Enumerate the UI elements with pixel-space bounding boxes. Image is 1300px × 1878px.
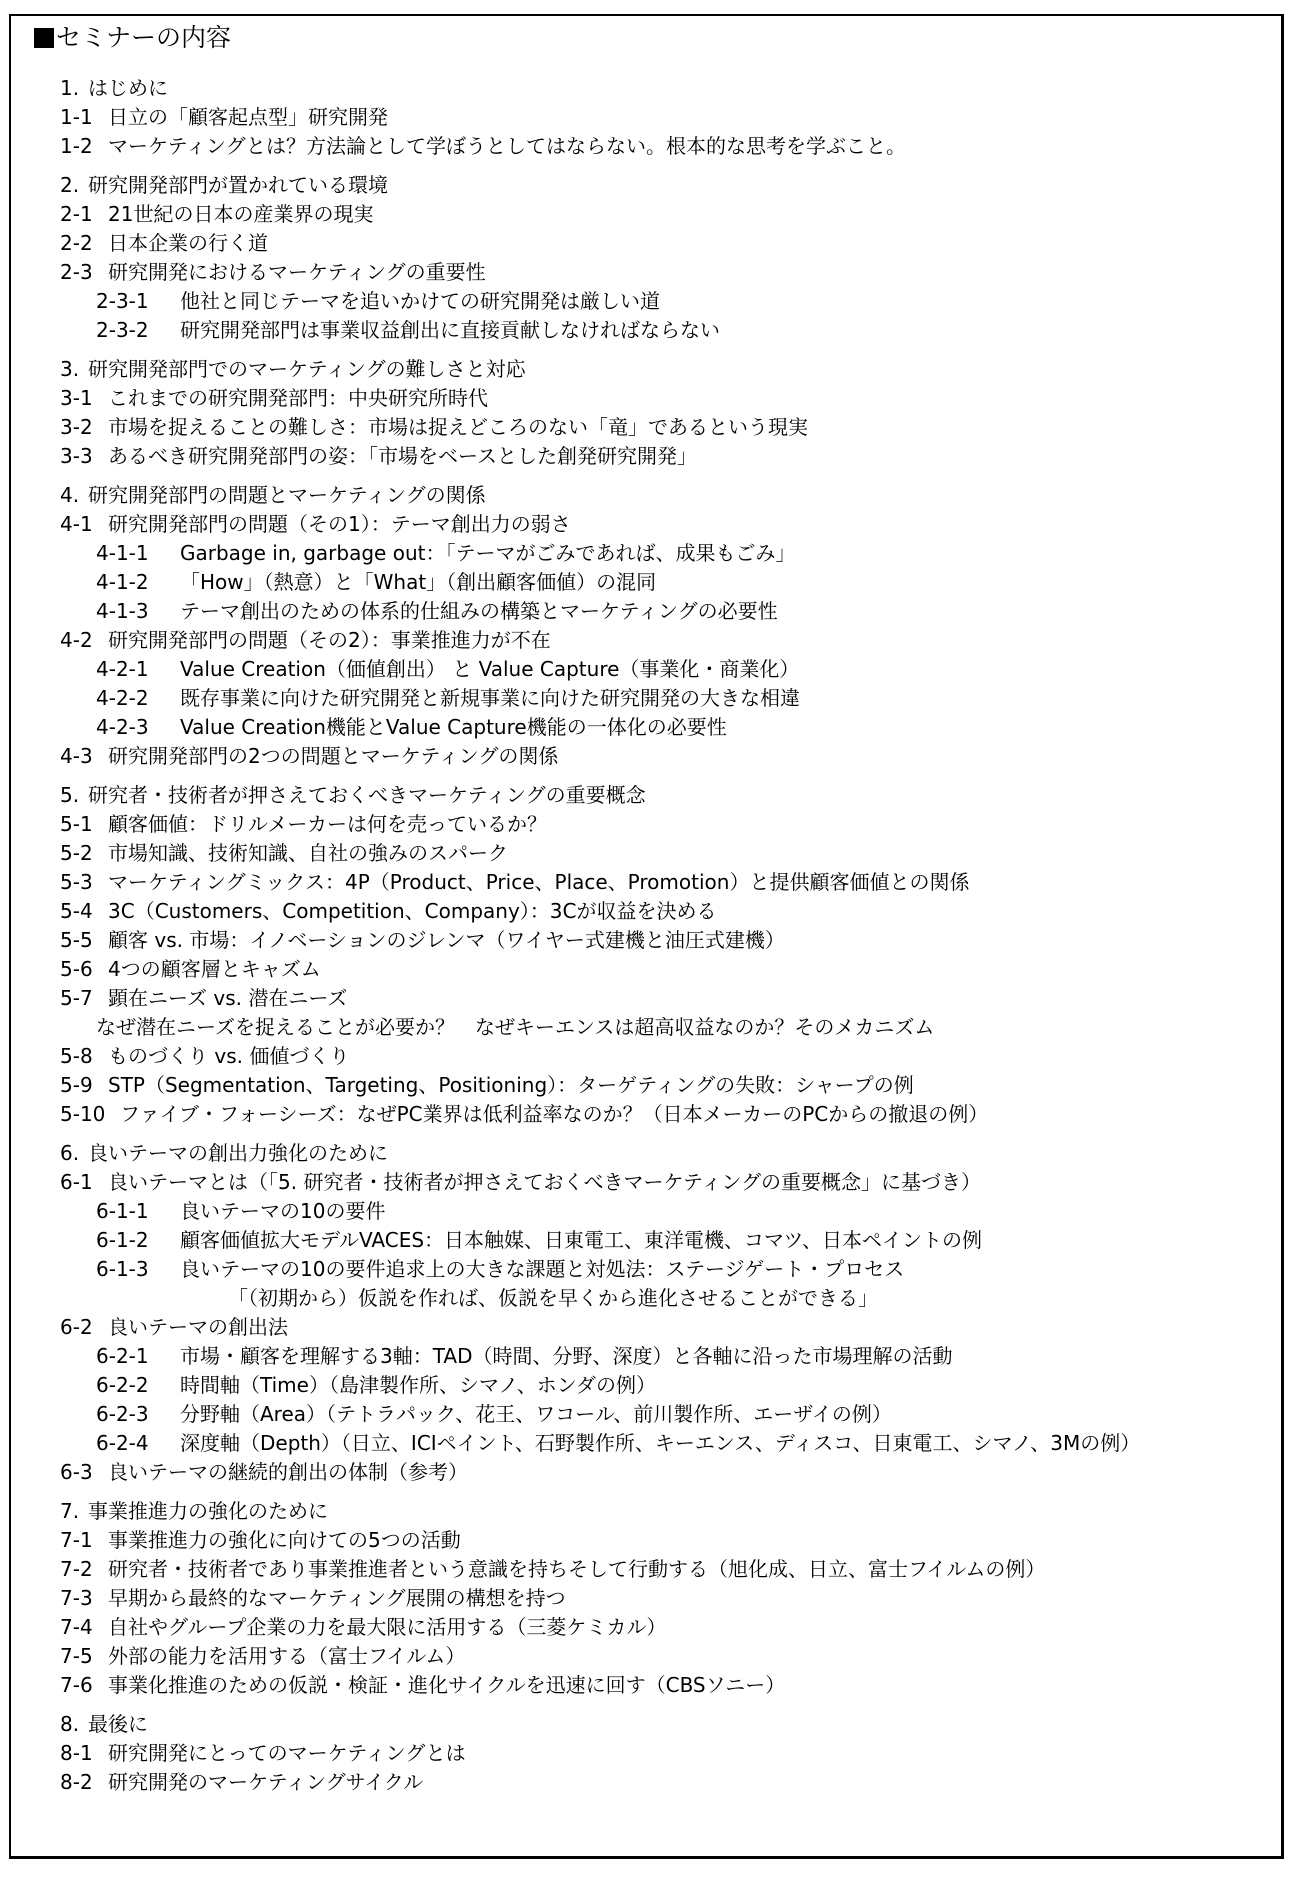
item-number: 5-4 [60,899,93,923]
item-number: 6-1 [60,1170,93,1194]
item-text: 良いテーマの10の要件追求上の大きな課題と対処法：ステージゲート・プロセス [180,1257,905,1281]
outline-item [60,597,1270,626]
item-number: 7-4 [60,1615,93,1639]
section-title: 最後に [88,1712,148,1736]
outline-item [60,1313,1270,1342]
item-number: 5-7 [60,986,93,1010]
section-heading [60,355,1270,384]
item-number: 3-1 [60,386,93,410]
item-number: 3-3 [60,444,93,468]
item-text: 事業化推進のための仮説・検証・進化サイクルを迅速に回す（CBSソニー） [108,1673,786,1697]
section-heading [60,1710,1270,1739]
outline-item [60,1168,1270,1197]
item-number: 6-1-3 [96,1257,149,1281]
item-number: 6-3 [60,1460,93,1484]
item-text: 研究開発におけるマーケティングの重要性 [108,260,486,284]
item-text: 「How」（熱意）と「What」（創出顧客価値）の混同 [180,570,657,594]
item-text: 研究開発のマーケティングサイクル [108,1770,424,1794]
item-text: あるべき研究開発部門の姿：「市場をベースとした創発研究開発」 [108,444,697,468]
outline-item [60,1555,1270,1584]
item-text: 自社やグループ企業の力を最大限に活用する（三菱ケミカル） [108,1615,667,1639]
item-number: 4-1-3 [96,599,149,623]
outline-item [60,1768,1270,1797]
item-number: 5-8 [60,1044,93,1068]
outline-item [60,413,1270,442]
item-text: なぜ潜在ニーズを捉えることが必要か？ なぜキーエンスは超高収益なのか？そのメカニズム [96,1015,935,1039]
outline-item [60,713,1270,742]
item-number: 4-3 [60,744,93,768]
item-text: ファイブ・フォーシーズ：なぜPC業界は低利益率なのか？（日本メーカーのPCからの撤退の例） [120,1102,989,1126]
item-text: 日立の「顧客起点型」研究開発 [108,105,388,129]
outline-section [60,1497,1270,1700]
item-text: 良いテーマの継続的創出の体制（参考） [108,1460,468,1484]
outline-item [60,1255,1270,1284]
outline-item-continuation [60,1284,1270,1313]
outline-item [60,442,1270,471]
item-text: 分野軸（Area）（テトラパック、花王、ワコール、前川製作所、エーザイの例） [180,1402,892,1426]
item-text: 市場・顧客を理解する3軸：TAD（時間、分野、深度）と各軸に沿った市場理解の活動 [180,1344,953,1368]
item-number: 8-2 [60,1770,93,1794]
item-number: 1-1 [60,105,93,129]
section-number: 8. [60,1712,80,1736]
item-text: 4つの顧客層とキャズム [108,957,321,981]
outline-item [60,810,1270,839]
outline-item [60,897,1270,926]
item-text: 21世紀の日本の産業界の現実 [108,202,374,226]
item-number: 4-1-2 [96,570,149,594]
outline-item [60,684,1270,713]
section-title: 研究者・技術者が押さえておくべきマーケティングの重要概念 [88,783,646,807]
outline-item [60,287,1270,316]
outline-item [60,1739,1270,1768]
section-number: 6. [60,1141,80,1165]
item-number: 2-1 [60,202,93,226]
section-heading [60,1497,1270,1526]
page-title [34,22,231,54]
outline-item [60,539,1270,568]
section-title: 研究開発部門が置かれている環境 [88,173,388,197]
item-number: 6-2-4 [96,1431,149,1455]
item-text: 良いテーマの10の要件 [180,1199,386,1223]
square-bullet-icon [34,28,54,48]
item-number: 7-3 [60,1586,93,1610]
item-text: 日本企業の行く道 [108,231,268,255]
item-number: 6-1-2 [96,1228,149,1252]
outline-item [60,200,1270,229]
item-number: 7-1 [60,1528,93,1552]
item-text: 深度軸（Depth）（日立、ICIペイント、石野製作所、キーエンス、ディスコ、日東電工、シマノ、3Mの例） [180,1431,1141,1455]
item-number: 6-2-2 [96,1373,149,1397]
item-number: 7-5 [60,1644,93,1668]
item-text: 研究開発にとってのマーケティングとは [108,1741,466,1765]
item-text: マーケティングミックス：4P（Product、Price、Place、Promotion）と提供顧客価値との関係 [108,870,970,894]
outline-item [60,1226,1270,1255]
outline-item [60,1671,1270,1700]
outline-item [60,1400,1270,1429]
item-text: 事業推進力の強化に向けての5つの活動 [108,1528,461,1552]
item-number: 2-3-1 [96,289,149,313]
item-text: 顧客価値拡大モデルVACES：日本触媒、日東電工、東洋電機、コマツ、日本ペイントの例 [180,1228,983,1252]
item-text: 良いテーマとは（「5. 研究者・技術者が押さえておくべきマーケティングの重要概念」に基づき） [108,1170,982,1194]
outline-item [60,1071,1270,1100]
item-number: 6-2-1 [96,1344,149,1368]
outline-item [60,510,1270,539]
outline-section [60,1710,1270,1797]
outline-item [60,103,1270,132]
item-number: 7-6 [60,1673,93,1697]
item-text: 研究開発部門の問題（その1）：テーマ創出力の弱さ [108,512,571,536]
item-number: 5-10 [60,1102,106,1126]
item-number: 6-2 [60,1315,93,1339]
outline-section [60,481,1270,771]
item-number: 5-3 [60,870,93,894]
section-title: はじめに [88,76,168,100]
outline-item [60,655,1270,684]
item-text: 顧客価値：ドリルメーカーは何を売っているか？ [108,812,547,836]
item-number: 4-2 [60,628,93,652]
item-number: 4-2-2 [96,686,149,710]
outline-item [60,1429,1270,1458]
outline-item [60,316,1270,345]
outline-section [60,781,1270,1129]
item-text: 早期から最終的なマーケティング展開の構想を持つ [108,1586,566,1610]
section-heading [60,1139,1270,1168]
outline-item [60,984,1270,1013]
outline-item [60,1342,1270,1371]
item-text: これまでの研究開発部門：中央研究所時代 [108,386,488,410]
page-title-text: セミナーの内容 [56,23,232,52]
outline-section [60,74,1270,161]
item-text: 顕在ニーズ vs. 潜在ニーズ [108,986,348,1010]
item-number: 5-9 [60,1073,93,1097]
item-number: 3-2 [60,415,93,439]
item-text: 「（初期から）仮説を作れば、仮説を早くから進化させることができる」 [228,1286,878,1310]
section-number: 1. [60,76,80,100]
item-number: 7-2 [60,1557,93,1581]
item-text: 研究開発部門は事業収益創出に直接貢献しなければならない [180,318,720,342]
section-number: 3. [60,357,80,381]
section-number: 7. [60,1499,80,1523]
item-number: 4-2-1 [96,657,149,681]
item-text: ものづくり vs. 価値づくり [108,1044,350,1068]
item-number: 2-2 [60,231,93,255]
outline-item [60,258,1270,287]
item-text: 市場を捉えることの難しさ：市場は捉えどころのない「竜」であるという現実 [108,415,808,439]
item-text: Garbage in, garbage out：「テーマがごみであれば、成果もごみ」 [180,541,796,565]
section-title: 事業推進力の強化のために [88,1499,328,1523]
item-number: 5-1 [60,812,93,836]
outline-item [60,868,1270,897]
item-text: STP（Segmentation、Targeting、Positioning）：ターゲティングの失敗：シャープの例 [108,1073,914,1097]
item-number: 2-3-2 [96,318,149,342]
section-title: 良いテーマの創出力強化のために [88,1141,388,1165]
outline-item [60,955,1270,984]
outline-item [60,568,1270,597]
item-text: 研究開発部門の問題（その2）：事業推進力が不在 [108,628,551,652]
item-text: 市場知識、技術知識、自社の強みのスパーク [108,841,508,865]
outline-item [60,1642,1270,1671]
item-number: 5-5 [60,928,93,952]
outline-item [60,384,1270,413]
item-text: 時間軸（Time）（島津製作所、シマノ、ホンダの例） [180,1373,656,1397]
item-text: テーマ創出のための体系的仕組みの構築とマーケティングの必要性 [180,599,778,623]
item-text: Value Creation（価値創出） と Value Capture（事業化・商業化） [180,657,800,681]
section-number: 2. [60,173,80,197]
outline-item [60,1526,1270,1555]
item-number: 6-2-3 [96,1402,149,1426]
outline-section [60,1139,1270,1487]
outline-section [60,355,1270,471]
outline-item [60,742,1270,771]
outline-item [60,926,1270,955]
item-text: Value Creation機能とValue Capture機能の一体化の必要性 [180,715,727,739]
section-number: 5. [60,783,80,807]
outline-item [60,1042,1270,1071]
outline-item [60,1100,1270,1129]
outline-item [60,839,1270,868]
outline-item [60,229,1270,258]
section-heading [60,74,1270,103]
item-number: 1-2 [60,134,93,158]
section-heading [60,171,1270,200]
item-number: 5-6 [60,957,93,981]
item-number: 8-1 [60,1741,93,1765]
outline-item [60,1584,1270,1613]
outline-item [60,132,1270,161]
item-number: 2-3 [60,260,93,284]
outline-item [60,1613,1270,1642]
outline-item [60,626,1270,655]
seminar-outline [60,74,1270,1807]
item-text: 研究開発部門の2つの問題とマーケティングの関係 [108,744,559,768]
item-text: 他社と同じテーマを追いかけての研究開発は厳しい道 [180,289,660,313]
section-title: 研究開発部門の問題とマーケティングの関係 [88,483,486,507]
outline-item [60,1458,1270,1487]
section-heading [60,481,1270,510]
outline-item [60,1197,1270,1226]
item-number: 4-2-3 [96,715,149,739]
item-text: 良いテーマの創出法 [108,1315,288,1339]
item-text: 外部の能力を活用する（富士フイルム） [108,1644,466,1668]
section-title: 研究開発部門でのマーケティングの難しさと対応 [88,357,526,381]
outline-item-continuation [60,1013,1270,1042]
item-number: 6-1-1 [96,1199,149,1223]
item-text: マーケティングとは？方法論として学ぼうとしてはならない。根本的な思考を学ぶこと。 [108,134,906,158]
item-text: 既存事業に向けた研究開発と新規事業に向けた研究開発の大きな相違 [180,686,800,710]
outline-section [60,171,1270,345]
item-text: 研究者・技術者であり事業推進者という意識を持ちそして行動する（旭化成、日立、富士フイルムの例） [108,1557,1046,1581]
section-heading [60,781,1270,810]
item-number: 5-2 [60,841,93,865]
section-number: 4. [60,483,80,507]
outline-item [60,1371,1270,1400]
item-number: 4-1 [60,512,93,536]
item-number: 4-1-1 [96,541,149,565]
item-text: 顧客 vs. 市場：イノベーションのジレンマ（ワイヤー式建機と油圧式建機） [108,928,785,952]
item-text: 3C（Customers、Competition、Company）：3Cが収益を決める [108,899,717,923]
